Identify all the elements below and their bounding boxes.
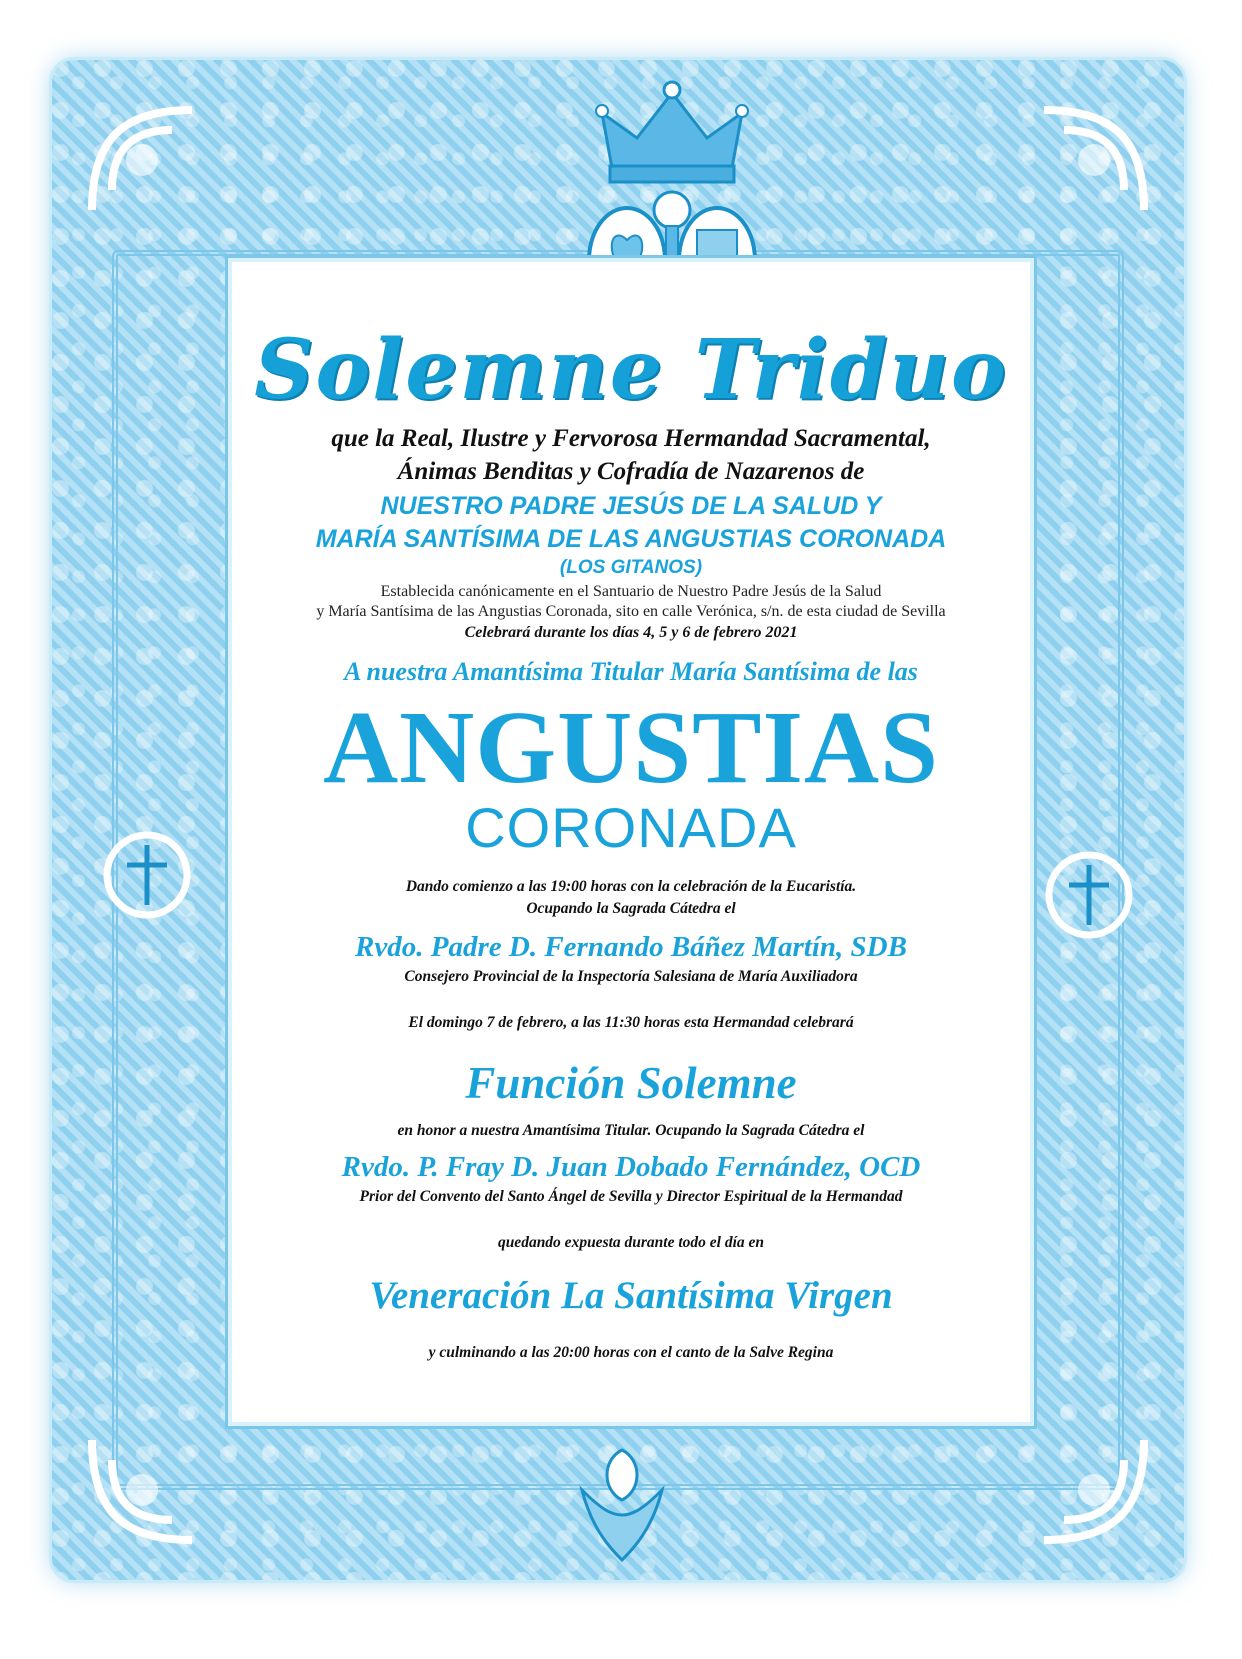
dates: Celebrará durante los días 4, 5 y 6 de febrero 2021 bbox=[464, 624, 798, 641]
announcement bbox=[232, 262, 1030, 1364]
established-line: y María Santísima de las Angustias Coronada, sito en calle Verónica, s/n. de esta ciudad de Sevilla bbox=[316, 603, 946, 620]
ornament-icon bbox=[82, 100, 202, 220]
preacher-name: Rvdo. P. Fray D. Juan Dobado Fernández, OCD bbox=[341, 1151, 921, 1183]
pelican-icon bbox=[562, 1430, 682, 1570]
intro-line: que la Real, Ilustre y Fervorosa Hermandad Sacramental, bbox=[331, 425, 931, 452]
ornament-icon bbox=[92, 820, 202, 930]
honor-info: en honor a nuestra Amantísima Titular. Ocupando la Sagrada Cátedra el bbox=[397, 1122, 865, 1139]
start-info-line: Dando comienzo a las 19:00 horas con la celebración de la Eucaristía. bbox=[405, 878, 857, 895]
nickname: (LOS GITANOS) bbox=[559, 557, 703, 578]
main-subtitle: CORONADA bbox=[465, 796, 797, 859]
preacher-role: Prior del Convento del Santo Ángel de Sevilla y Director Espiritual de la Hermandad bbox=[359, 1188, 903, 1205]
exposed-info: quedando expuesta durante todo el día en bbox=[497, 1234, 765, 1251]
veneration-title: Veneración La Santísima Virgen bbox=[369, 1274, 893, 1317]
start-info-line: Ocupando la Sagrada Cátedra el bbox=[526, 900, 736, 917]
ornament-icon bbox=[1034, 840, 1144, 950]
function-title: Función Solemne bbox=[465, 1058, 797, 1108]
intro-line: Ánimas Benditas y Cofradía de Nazarenos de bbox=[397, 458, 865, 485]
ornament-icon bbox=[82, 1430, 202, 1550]
ornament-icon bbox=[1034, 1430, 1154, 1550]
preacher-role: Consejero Provincial de la Inspectoría Salesiana de María Auxiliadora bbox=[404, 968, 858, 985]
preacher-name: Rvdo. Padre D. Fernando Báñez Martín, SDB bbox=[355, 931, 907, 963]
brotherhood-line: NUESTRO PADRE JESÚS DE LA SALUD Y bbox=[380, 492, 882, 520]
brotherhood-line: MARÍA SANTÍSIMA DE LAS ANGUSTIAS CORONADA bbox=[315, 525, 947, 553]
page-title: Solemne Triduo bbox=[254, 322, 1008, 418]
ornament-icon bbox=[1034, 100, 1154, 220]
main-name: ANGUSTIAS bbox=[323, 690, 939, 805]
closing-info: y culminando a las 20:00 horas con el canto de la Salve Regina bbox=[428, 1344, 834, 1361]
sunday-info: El domingo 7 de febrero, a las 11:30 horas esta Hermandad celebrará bbox=[408, 1014, 854, 1031]
dedication: A nuestra Amantísima Titular María Santísima de las bbox=[344, 657, 918, 686]
established-line: Establecida canónicamente en el Santuario de Nuestro Padre Jesús de la Salud bbox=[380, 583, 882, 600]
